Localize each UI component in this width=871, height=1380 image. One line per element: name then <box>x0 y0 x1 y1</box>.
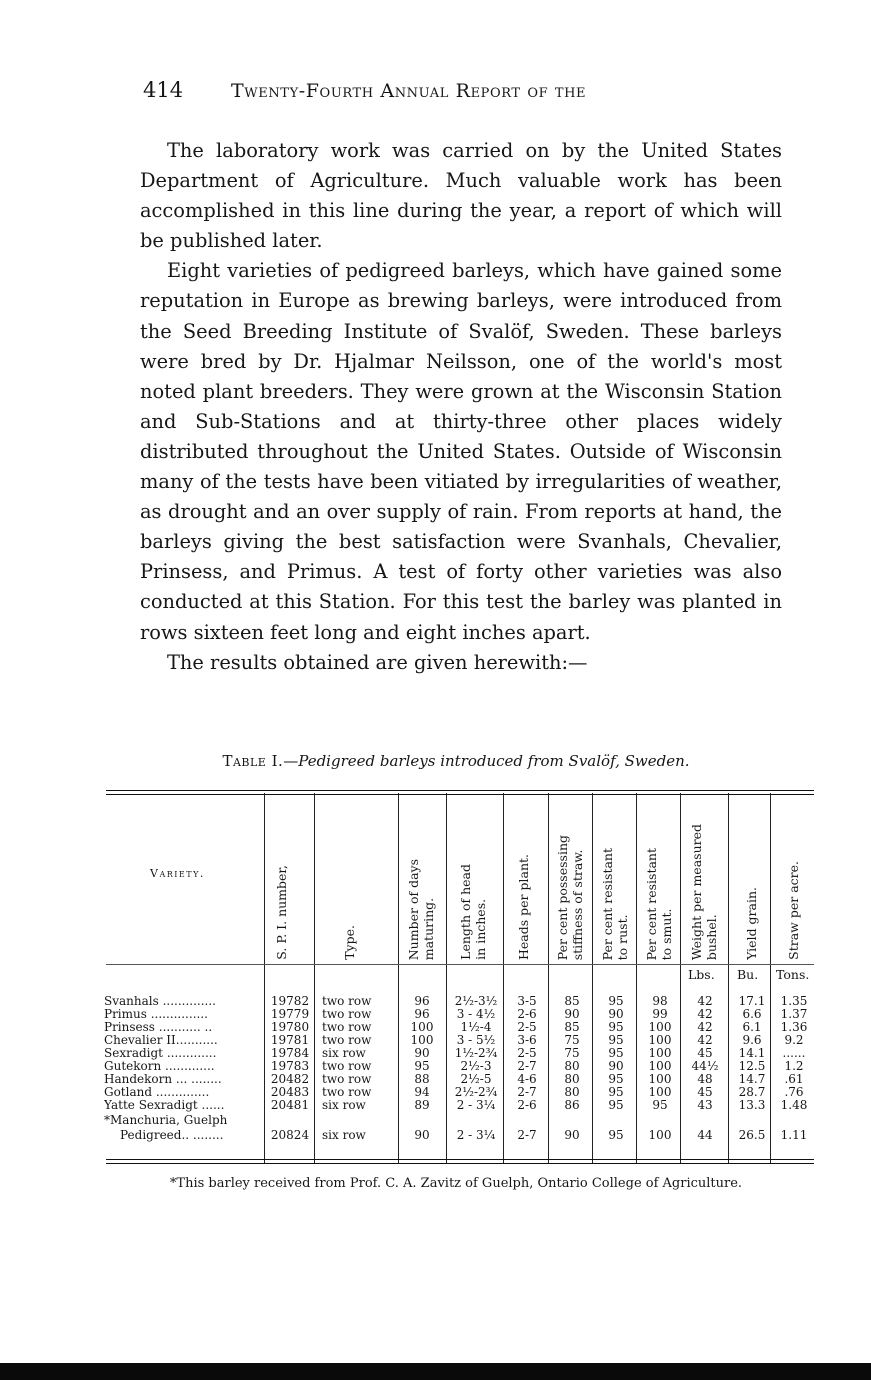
cell-spi: 19780 <box>270 1020 310 1034</box>
table-row <box>0 1099 871 1112</box>
cell-straw: 1.48 <box>780 1098 808 1112</box>
table-bottom-rule <box>106 1163 814 1164</box>
header-variety: Variety. <box>150 867 205 880</box>
cell-rust: 95 <box>608 1020 624 1034</box>
cell-smut: 100 <box>648 1059 672 1073</box>
cell-weight: 42 <box>697 1033 713 1047</box>
cell-length: 1½-2¾ <box>454 1046 498 1060</box>
paragraph: The results obtained are given herewith:— <box>167 650 588 674</box>
unit-straw: Tons. <box>776 967 810 982</box>
cell-yield: 26.5 <box>738 1128 766 1142</box>
body-text <box>140 136 782 678</box>
cell-variety: Gotland .............. <box>104 1086 210 1099</box>
cell-straw: .76 <box>784 1085 804 1099</box>
header-rust-text: Per cent resistant to rust. <box>600 847 630 960</box>
cell-heads: 2-6 <box>517 1098 537 1112</box>
cell-length: 2½-3½ <box>454 994 498 1008</box>
cell-rust: 95 <box>608 1098 624 1112</box>
cell-heads: 2-7 <box>517 1128 537 1142</box>
header-yield-text: Yield grain. <box>744 887 759 960</box>
cell-yield: 28.7 <box>738 1085 766 1099</box>
cell-weight: 45 <box>697 1085 713 1099</box>
header-heads-per-plant <box>514 802 548 960</box>
cell-stiffness: 80 <box>564 1072 580 1086</box>
cell-length: 2½-3 <box>460 1059 492 1073</box>
cell-heads: 3-5 <box>517 994 537 1008</box>
header-weight-text: Weight per measured bushel. <box>689 823 719 960</box>
cell-stiffness: 75 <box>564 1046 580 1060</box>
cell-smut: 99 <box>652 1007 668 1021</box>
cell-spi: 20483 <box>270 1085 310 1099</box>
unit-yield: Bu. <box>737 967 759 982</box>
header-rust-resistance <box>598 802 632 960</box>
cell-yield: 12.5 <box>738 1059 766 1073</box>
table-row <box>0 995 871 1008</box>
header-heads-text: Heads per plant. <box>516 854 531 960</box>
header-days-text: Number of days maturing. <box>406 858 436 960</box>
table-row-label-line <box>0 1114 871 1127</box>
cell-days: 96 <box>414 1007 430 1021</box>
table-top-rule-inner <box>106 794 814 795</box>
table-bottom-rule-inner <box>106 1159 814 1160</box>
cell-yield: 6.6 <box>742 1007 762 1021</box>
unit-weight: Lbs. <box>688 967 715 982</box>
cell-weight: 48 <box>697 1072 713 1086</box>
cell-straw: 1.35 <box>780 994 808 1008</box>
cell-stiffness: 80 <box>564 1085 580 1099</box>
table-row <box>0 1021 871 1034</box>
cell-spi: 19782 <box>270 994 310 1008</box>
cell-length: 2 - 3¼ <box>456 1128 496 1142</box>
cell-variety: *Manchuria, Guelph <box>104 1114 228 1127</box>
cell-yield: 9.6 <box>742 1033 762 1047</box>
header-straw-per-acre <box>784 802 818 960</box>
scan-edge-bar <box>0 1363 871 1380</box>
cell-days: 89 <box>414 1098 430 1112</box>
cell-spi: 20481 <box>270 1098 310 1112</box>
cell-stiffness: 85 <box>564 1020 580 1034</box>
cell-rust: 95 <box>608 994 624 1008</box>
cell-weight: 42 <box>697 1020 713 1034</box>
cell-type: two row <box>322 1085 372 1099</box>
cell-rust: 95 <box>608 1085 624 1099</box>
cell-variety-continued: Pedigreed.. ........ <box>120 1128 224 1142</box>
header-smut-resistance <box>642 802 676 960</box>
cell-stiffness: 90 <box>564 1007 580 1021</box>
cell-yield: 13.3 <box>738 1098 766 1112</box>
cell-straw: 1.2 <box>784 1059 804 1073</box>
cell-rust: 95 <box>608 1046 624 1060</box>
header-spi-text: S. P. I. number, <box>274 865 289 960</box>
table-caption-title: —Pedigreed barleys introduced from Svalöf, Sweden. <box>283 752 690 770</box>
cell-yield: 14.7 <box>738 1072 766 1086</box>
cell-spi: 19779 <box>270 1007 310 1021</box>
cell-heads: 2-5 <box>517 1020 537 1034</box>
cell-rust: 95 <box>608 1128 624 1142</box>
table-row <box>0 1129 871 1142</box>
cell-stiffness: 85 <box>564 994 580 1008</box>
cell-type: two row <box>322 1072 372 1086</box>
cell-heads: 2-7 <box>517 1059 537 1073</box>
cell-stiffness: 75 <box>564 1033 580 1047</box>
cell-days: 88 <box>414 1072 430 1086</box>
table-footnote: *This barley received from Prof. C. A. Zavitz of Guelph, Ontario College of Agriculture. <box>169 1176 743 1191</box>
cell-type: six row <box>322 1128 366 1142</box>
running-header <box>143 78 783 110</box>
header-stiffness-text: Per cent possessing stiffness of straw. <box>555 834 585 960</box>
cell-straw: 1.11 <box>780 1128 808 1142</box>
cell-weight: 44½ <box>691 1059 719 1073</box>
cell-type: six row <box>322 1046 366 1060</box>
cell-type: two row <box>322 1020 372 1034</box>
paragraph: Eight varieties of pedigreed barleys, which have gained some reputation in Europe as brewing barleys, were introduced from the Seed Breeding Institute of Svalöf, Sweden. These barleys were bred by Dr. Hjalmar Neilsson, one of the world's most noted plant breeders. They were grown at the Wisconsin Station and Sub-Stations and at thirty-three other places widely distributed throughout the United States. Outside of Wisconsin many of the tests have been vitiated by irregularities of weather, as drought and an over supply of rain. From reports at hand, the barleys giving the best satisfaction were Svanhals, Chevalier, Prinsess, and Primus. A test of forty other varieties was also conducted at this Station. For this test the barley was planted in rows sixteen feet long and eight inches apart. <box>140 259 782 644</box>
cell-days: 90 <box>414 1128 430 1142</box>
cell-smut: 100 <box>648 1046 672 1060</box>
cell-straw: ...... <box>782 1046 806 1060</box>
cell-heads: 2-5 <box>517 1046 537 1060</box>
cell-smut: 100 <box>648 1085 672 1099</box>
cell-rust: 90 <box>608 1007 624 1021</box>
cell-straw: 9.2 <box>784 1033 804 1047</box>
cell-days: 100 <box>410 1033 434 1047</box>
cell-spi: 20482 <box>270 1072 310 1086</box>
page-number: 414 <box>143 78 184 102</box>
header-type <box>340 802 374 960</box>
cell-rust: 95 <box>608 1072 624 1086</box>
cell-variety: Sexradigt ............. <box>104 1047 217 1060</box>
cell-length: 3 - 5½ <box>456 1033 496 1047</box>
cell-days: 94 <box>414 1085 430 1099</box>
cell-straw: 1.37 <box>780 1007 808 1021</box>
cell-smut: 100 <box>648 1072 672 1086</box>
cell-weight: 44 <box>697 1128 713 1142</box>
cell-smut: 100 <box>648 1033 672 1047</box>
cell-weight: 42 <box>697 994 713 1008</box>
paragraph: The laboratory work was carried on by the United States Department of Agriculture. Much valuable work has been accomplished in this line during the year, a report of which will be published later. <box>140 139 782 253</box>
cell-spi: 19784 <box>270 1046 310 1060</box>
cell-yield: 17.1 <box>738 994 766 1008</box>
cell-variety: Gutekorn ............. <box>104 1060 215 1073</box>
cell-type: two row <box>322 1007 372 1021</box>
cell-weight: 42 <box>697 1007 713 1021</box>
header-type-text: Type. <box>342 925 357 960</box>
header-straw-text: Straw per acre. <box>786 861 801 960</box>
table-caption <box>106 752 806 770</box>
table-top-rule <box>106 790 814 791</box>
cell-length: 1½-4 <box>460 1020 492 1034</box>
header-weight-per-bushel <box>687 802 721 960</box>
cell-days: 95 <box>414 1059 430 1073</box>
cell-spi: 20824 <box>270 1128 310 1142</box>
cell-smut: 98 <box>652 994 668 1008</box>
table-row <box>0 1008 871 1021</box>
table-caption-label: Table I. <box>222 752 284 770</box>
cell-variety: Chevalier II........... <box>104 1034 218 1047</box>
cell-smut: 100 <box>648 1020 672 1034</box>
cell-heads: 4-6 <box>517 1072 537 1086</box>
cell-variety: Primus ............... <box>104 1008 208 1021</box>
header-spi-number <box>272 802 306 960</box>
running-title: Twenty-Fourth Annual Report of the <box>231 80 587 102</box>
cell-days: 90 <box>414 1046 430 1060</box>
cell-rust: 95 <box>608 1033 624 1047</box>
cell-straw: .61 <box>784 1072 804 1086</box>
cell-weight: 45 <box>697 1046 713 1060</box>
header-divider <box>106 964 814 965</box>
cell-rust: 90 <box>608 1059 624 1073</box>
cell-yield: 14.1 <box>738 1046 766 1060</box>
header-yield-grain <box>742 802 776 960</box>
cell-variety: Svanhals .............. <box>104 995 216 1008</box>
header-length-text: Length of head in inches. <box>458 864 488 960</box>
cell-yield: 6.1 <box>742 1020 762 1034</box>
cell-stiffness: 86 <box>564 1098 580 1112</box>
cell-days: 100 <box>410 1020 434 1034</box>
cell-heads: 3-6 <box>517 1033 537 1047</box>
cell-stiffness: 90 <box>564 1128 580 1142</box>
cell-variety: Prinsess ........... .. <box>104 1021 213 1034</box>
cell-variety: Yatte Sexradigt ...... <box>104 1099 225 1112</box>
cell-smut: 95 <box>652 1098 668 1112</box>
header-length-of-head <box>456 802 490 960</box>
cell-variety: Handekorn ... ........ <box>104 1073 222 1086</box>
header-days-maturing <box>404 802 438 960</box>
cell-type: two row <box>322 994 372 1008</box>
cell-heads: 2-6 <box>517 1007 537 1021</box>
cell-smut: 100 <box>648 1128 672 1142</box>
header-smut-text: Per cent resistant to smut. <box>644 847 674 960</box>
cell-length: 2½-2¾ <box>454 1085 498 1099</box>
cell-type: two row <box>322 1059 372 1073</box>
cell-type: two row <box>322 1033 372 1047</box>
cell-spi: 19781 <box>270 1033 310 1047</box>
cell-length: 3 - 4½ <box>456 1007 496 1021</box>
cell-straw: 1.36 <box>780 1020 808 1034</box>
cell-days: 96 <box>414 994 430 1008</box>
cell-spi: 19783 <box>270 1059 310 1073</box>
cell-stiffness: 80 <box>564 1059 580 1073</box>
cell-weight: 43 <box>697 1098 713 1112</box>
cell-length: 2 - 3¼ <box>456 1098 496 1112</box>
cell-heads: 2-7 <box>517 1085 537 1099</box>
cell-type: six row <box>322 1098 366 1112</box>
cell-length: 2½-5 <box>460 1072 492 1086</box>
header-stiffness <box>553 802 587 960</box>
